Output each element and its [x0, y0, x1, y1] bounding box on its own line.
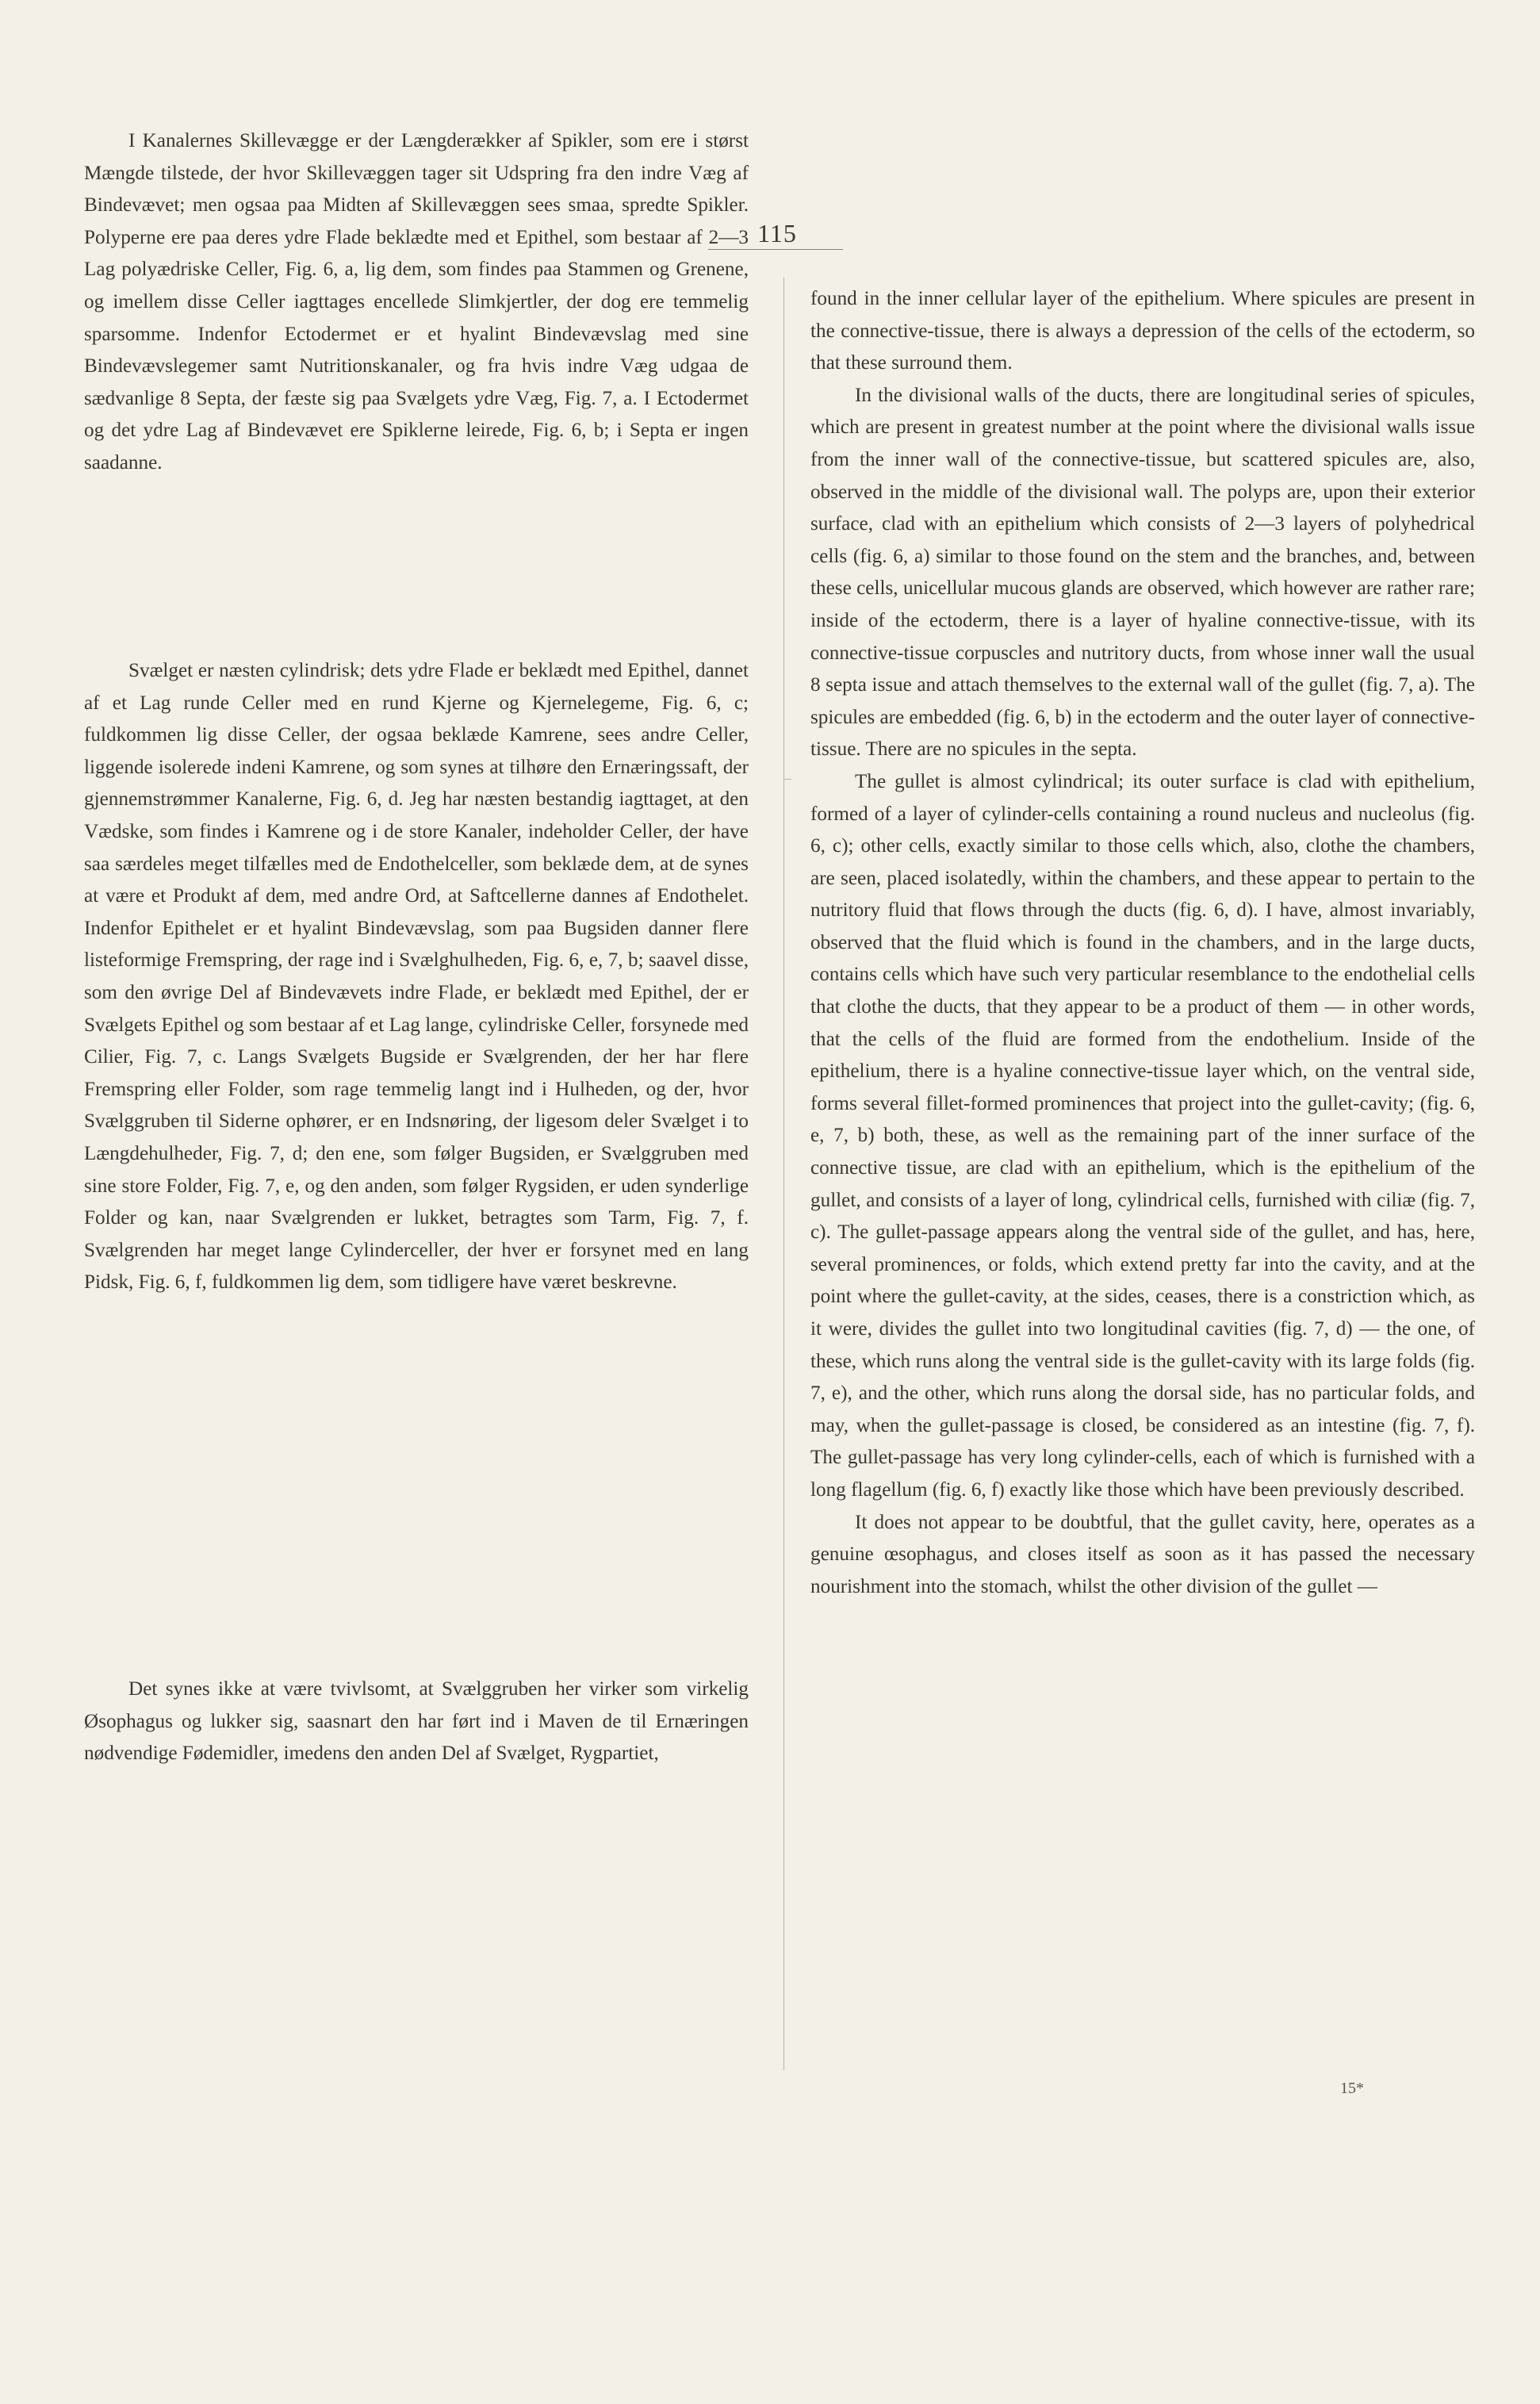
- danish-paragraph-3: Det synes ikke at være tvivlsomt, at Svælggruben her virker som virkelig Øsophagus og lukker sig, saasnart den har ført ind i Maven de til Ernæringen nødvendige Fødemidler, imedens den anden Del af Svælget, Rygpartiet,: [84, 1678, 749, 1765]
- danish-paragraph-2: Svælget er næsten cylindrisk; dets ydre Flade er beklædt med Epithel, dannet af et Lag runde Celler med en rund Kjerne og Kjernelegeme, Fig. 6, c; fuldkommen lig disse Celler, der ogsaa beklæde Kamrene, sees andre Celler, liggende isolerede indeni Kamrene, og som synes at tilhøre den Ernæringssaft, der gjennemstrømmer Kanalerne, Fig. 6, d. Jeg har næsten bestandig iagttaget, at den Vædske, som findes i Kamrene og i de store Kanaler, indeholder Celler, der have saa særdeles meget tilfælles med de Endothelceller, som beklæde dem, at de synes at være et Produkt af dem, med andre Ord, at Saftcellerne dannes af Endothelet. Indenfor Epithelet er et hyalint Bindevævslag, som paa Bugsiden danner flere listeformige Fremspring, der rage ind i Svælghulheden, Fig. 6, e, 7, b; saavel disse, som den øvrige Del af Bindevævets indre Flade, er beklædt med Epithel, der er Svælgets Epithel og som bestaar af et Lag lange, cylindriske Celler, forsynede med Cilier, Fig. 7, c. Langs Svælgets Bugside er Svælgrenden, der her har flere Fremspring eller Folder, som rage temmelig langt ind i Hulheden, og der, hvor Svælggruben til Siderne ophører, er en Indsnøring, der ligesom deler Svælget i to Længdehulheder, Fig. 7, d; den ene, som følger Bugsiden, er Svælggruben med sine store Folder, Fig. 7, e, og den anden, som følger Rygsiden, er uden synderlige Folder og kan, naar Svælgrenden er lukket, betragtes som Tarm, Fig. 7, f. Svælgrenden har meget lange Cylinderceller, der hver er forsynet med en lang Pidsk, Fig. 6, f, fuldkommen lig dem, som tidligere have været beskrevne.: [84, 660, 749, 1294]
- danish-paragraph-1: I Kanalernes Skillevægge er der Længderækker af Spikler, som ere i størst Mængde tilstede, der hvor Skillevæggen tager sit Udspring fra den indre Væg af Bindevævet; men ogsaa paa Midten af Skillevæggen sees smaa, spredte Spikler. Polyperne ere paa deres ydre Flade beklædte med et Epithel, som bestaar af 2—3 Lag polyædriske Celler, Fig. 6, a, lig dem, som findes paa Stammen og Grenene, og imellem disse Celler iagttages encellede Slimkjertler, der dog ere temmelig sparsomme. Indenfor Ectodermet er et hyalint Bindevævslag med sine Bindevævslegemer samt Nutritionskanaler, og fra hvis indre Væg udgaa de sædvanlige 8 Septa, der fæste sig paa Svælgets ydre Væg, Fig. 7, a. I Ectodermet og det ydre Lag af Bindevævet ere Spiklerne leirede, Fig. 6, b; i Septa er ingen saadanne.: [84, 130, 749, 474]
- column-divider: [783, 278, 784, 2070]
- english-paragraph-0: found in the inner cellular layer of the epithelium. Where spicules are present in the connective-tissue, there is always a depression of the cells of the ectoderm, so that these surround them.: [810, 288, 1475, 374]
- english-paragraph-3: It does not appear to be doubtful, that the gullet cavity, here, operates as a genuine œsophagus, and closes itself as soon as it has passed the necessary nourishment into the stomach, whilst the other division of the gullet —: [810, 1511, 1475, 1597]
- right-column-english: [810, 283, 1475, 1603]
- english-paragraph-2: The gullet is almost cylindrical; its outer surface is clad with epithelium, formed of a layer of cylinder-cells containing a round nucleus and nucleolus (fig. 6, c); other cells, exactly similar to those cells which, also, clothe the chambers, are seen, placed isolatedly, within the chambers, and these appear to pertain to the nutritory fluid that flows through the ducts (fig. 6, d). I have, almost invariably, observed that the fluid which is found in the chambers, and in the large ducts, contains cells which have such very particular resemblance to the endothelial cells that clothe the ducts, that they appear to be a product of them — in other words, that the cells of the fluid are formed from the endothelium. Inside of the epithelium, there is a hyaline connective-tissue layer which, on the ventral side, forms several fillet-formed prominences that project into the gullet-cavity; (fig. 6, e, 7, b) both, these, as well as the remaining part of the inner surface of the connective tissue, are clad with an epithelium, which is the epithelium of the gullet, and consists of a layer of long, cylindrical cells, furnished with ciliæ (fig. 7, c). The gullet-passage appears along the ventral side of the gullet, and has, here, several prominences, or folds, which extend pretty far into the cavity, and at the point where the gullet-cavity, at the sides, ceases, there is a constriction which, as it were, divides the gullet into two longitudinal cavities (fig. 7, d) — the one, of these, which runs along the ventral side is the gullet-cavity with its large folds (fig. 7, e), and the other, which runs along the dorsal side, has no particular folds, and may, when the gullet-passage is closed, be considered as an intestine (fig. 7, f). The gullet-passage has very long cylinder-cells, each of which is furnished with a long flagellum (fig. 6, f) exactly like those which have been previously described.: [810, 770, 1475, 1501]
- signature-mark: 15*: [1340, 2080, 1364, 2097]
- english-paragraph-1: In the divisional walls of the ducts, there are longitudinal series of spicules, which are present in greatest number at the point where the divisional walls issue from the inner wall of the connective-tissue, but scattered spicules are, also, observed in the middle of the divisional wall. The polyps are, upon their exterior surface, clad with an epithelium which consists of 2—3 layers of polyhedrical cells (fig. 6, a) similar to those found on the stem and the branches, and, between these cells, unicellular mucous glands are observed, which however are rather rare; inside of the ectoderm, there is a layer of hyaline connective-tissue, with its connective-tissue corpuscles and nutritory ducts, from whose inner wall the usual 8 septa issue and attach themselves to the external wall of the gullet (fig. 7, a). The spicules are embedded (fig. 6, b) in the ectoderm and the outer layer of connective-tissue. There are no spicules in the septa.: [810, 384, 1475, 761]
- margin-mark: [783, 779, 791, 780]
- page-number: 115: [757, 219, 797, 247]
